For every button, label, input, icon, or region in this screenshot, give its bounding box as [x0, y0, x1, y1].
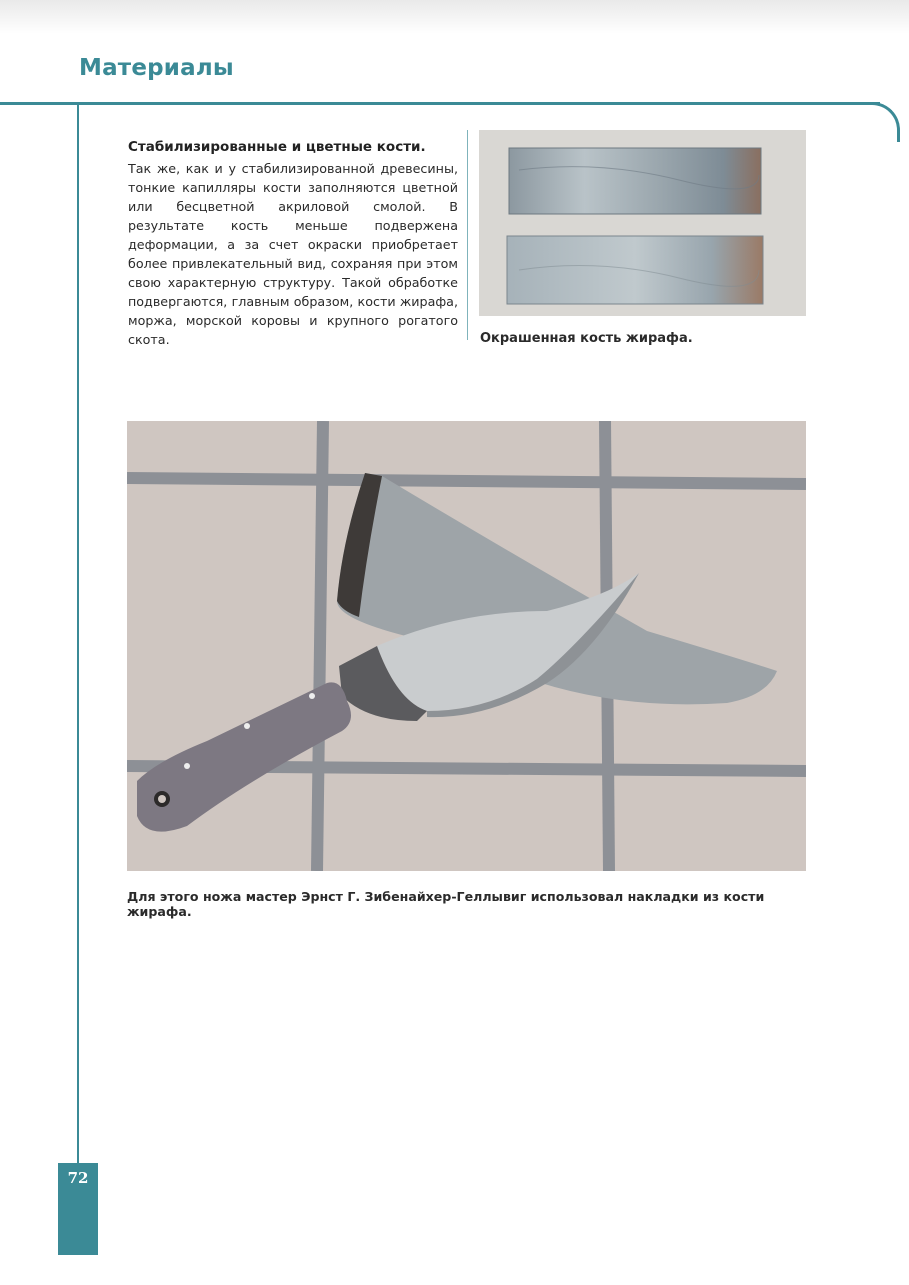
- page-number-tab: [58, 1163, 98, 1255]
- knife-caption: Для этого ножа мастер Эрнст Г. Зибенайхер-Геллывиг использовал накладки из кости жирафа.: [127, 889, 765, 919]
- page-number: 72: [67, 1169, 89, 1187]
- left-margin-rule: [77, 102, 79, 1182]
- giraffe-bone-photo: [479, 130, 806, 316]
- header-corner-rule: [860, 102, 900, 142]
- bones-caption: Окрашенная кость жирафа.: [480, 331, 693, 346]
- page-top-shadow: [0, 0, 909, 34]
- header-rule: [0, 102, 880, 105]
- article: [128, 138, 458, 349]
- article-heading: Стабилизированные и цветные кости.: [128, 139, 426, 155]
- article-body: Так же, как и у стабилизированной древесины, тонкие капилляры кости заполняются цветной или бесцветной акриловой смолой. В результате кость меньше подвержена деформации, а за счет окраски приобретает более привлекательный вид, сохраняя при этом свою характерную структуру. Такой обработке подвергаются, главным образом, кости жирафа, моржа, морской коровы и крупного рогатого скота.: [128, 161, 458, 347]
- section-title: Материалы: [79, 55, 234, 81]
- knife-photo: [127, 421, 806, 871]
- caption-divider: [467, 130, 468, 340]
